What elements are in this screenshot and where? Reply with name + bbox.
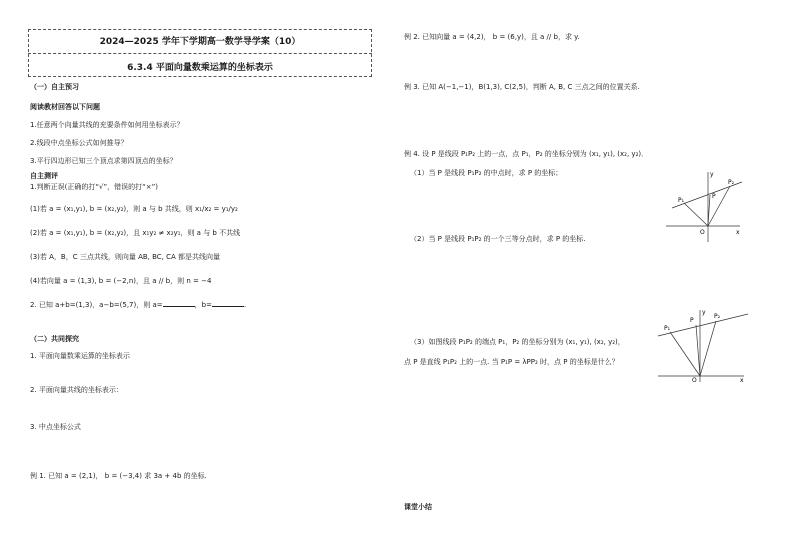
fig1-vector-p1 xyxy=(684,203,708,226)
judge-item-3: (3)若 A，B，C 三点共线，则向量 AB, BC, CA 都是共线向量 xyxy=(30,253,221,261)
judge-item-4: (4)若向量 a = (1,3), b = (−2,n)，且 a // b，则 n = −4 xyxy=(30,277,212,285)
header-divider xyxy=(28,53,372,54)
fig2-label-p1: P₁ xyxy=(664,325,671,332)
answer-blank-b[interactable] xyxy=(212,298,244,307)
explore-2: 2. 平面向量共线的坐标表示： xyxy=(30,386,123,394)
figure-2-diagram xyxy=(654,306,750,384)
example-4-part-1: （1）当 P 是线段 P₁P₂ 的中点时，求 P 的坐标； xyxy=(410,169,563,177)
question-1: 1.任意两个向量共线的充要条件如何用坐标表示？ xyxy=(30,121,184,129)
question-calc: 2. 已知 a+b=(1,3)，a−b=(5,7)，则 a= ，b= . xyxy=(30,298,246,310)
judge-item-1-prefix: (1)若 xyxy=(30,205,47,213)
judge-item-1-text: a = (x₁,y₁), b = (x₂,y₂)，则 a 与 b 共线，则 xyxy=(49,205,193,213)
figure-1-diagram xyxy=(662,168,744,244)
fig1-label-x: x xyxy=(736,229,740,236)
fig1-label-o: O xyxy=(700,229,705,236)
example-4-part-3-line1: （3）如图线段 P₁P₂ 的端点 P₁，P₂ 的坐标分别为 (x₁, y₁), (x₂, y₂)， xyxy=(410,338,625,346)
example-4: 例 4. 设 P 是线段 P₁P₂ 上的一点，点 P₁，P₂ 的坐标分别为 (x₁, y₁), (x₂, y₂)． xyxy=(404,150,649,158)
self-test-heading: 自主测评 xyxy=(30,172,58,180)
fig2-vector-p1 xyxy=(670,332,700,376)
question-3: 3.平行四边形已知三个顶点求第四顶点的坐标？ xyxy=(30,157,177,165)
fig1-label-y: y xyxy=(710,171,714,178)
section-self-study: （一）自主预习 xyxy=(30,83,79,91)
question-calc-text: 2. 已知 a+b=(1,3)，a−b=(5,7)，则 a= xyxy=(30,301,163,309)
example-3: 例 3. 已知 A(−1,−1)，B(1,3), C(2,5)，判断 A, B, C 三点之间的位置关系. xyxy=(404,83,640,91)
fig2-label-o: O xyxy=(692,377,697,384)
fig1-label-p2: P₂ xyxy=(728,179,735,186)
question-2: 2.线段中点坐标公式如何推导？ xyxy=(30,139,128,147)
fig2-label-p2: P₂ xyxy=(714,313,721,320)
example-4-part-2: （2）当 P 是线段 P₁P₂ 的一个三等分点时，求 P 的坐标. xyxy=(410,235,586,243)
fig1-vector-p2 xyxy=(708,186,730,226)
fig2-vector-p xyxy=(696,325,700,376)
judge-item-1 xyxy=(30,205,238,214)
fig2-line xyxy=(658,314,748,336)
explore-1: 1. 平面向量数乘运算的坐标表示 xyxy=(30,352,130,360)
fig1-label-p1: P₁ xyxy=(678,197,685,204)
explore-3: 3. 中点坐标公式 xyxy=(30,423,81,431)
judge-instruction: 1.判断正误(正确的打“√”，错误的打“×”) xyxy=(30,183,158,191)
answer-blank-a[interactable] xyxy=(163,298,195,307)
lesson-title: 6.3.4 平面向量数乘运算的坐标表示 xyxy=(127,63,273,73)
section-explore: （二）共同探究 xyxy=(30,335,79,343)
question-calc-b: ，b= xyxy=(194,301,212,309)
example-2: 例 2. 已知向量 a = (4,2)， b = (6,y)，且 a // b，求 y. xyxy=(404,33,580,41)
fig2-vector-p2 xyxy=(700,321,716,376)
judge-item-2: (2)若 a = (x₁,y₁), b = (x₂,y₂)，且 x₁y₂ ≠ x₂y₁，则 a 与 b 不共线 xyxy=(30,229,241,237)
fig2-label-p: P xyxy=(690,317,694,324)
fig1-label-p: P xyxy=(712,193,716,200)
fig2-label-x: x xyxy=(740,377,744,384)
page-title: 2024—2025 学年下学期高一数学导学案（10） xyxy=(99,37,301,47)
reading-prompt: 阅读教材回答以下问题 xyxy=(30,103,100,111)
example-1: 例 1. 已知 a = (2,1)， b = (−3,4) 求 3a + 4b 的坐标. xyxy=(30,472,207,480)
fig2-label-y: y xyxy=(702,309,706,316)
judge-item-1-formula: x₁/x₂ = y₁/y₂ xyxy=(195,205,238,213)
example-4-part-3-line2: 点 P 是直线 P₁P₂ 上的一点. 当 P₁P = λPP₂ 时，点 P 的坐标是什么？ xyxy=(404,358,619,366)
class-summary: 课堂小结 xyxy=(404,503,432,511)
